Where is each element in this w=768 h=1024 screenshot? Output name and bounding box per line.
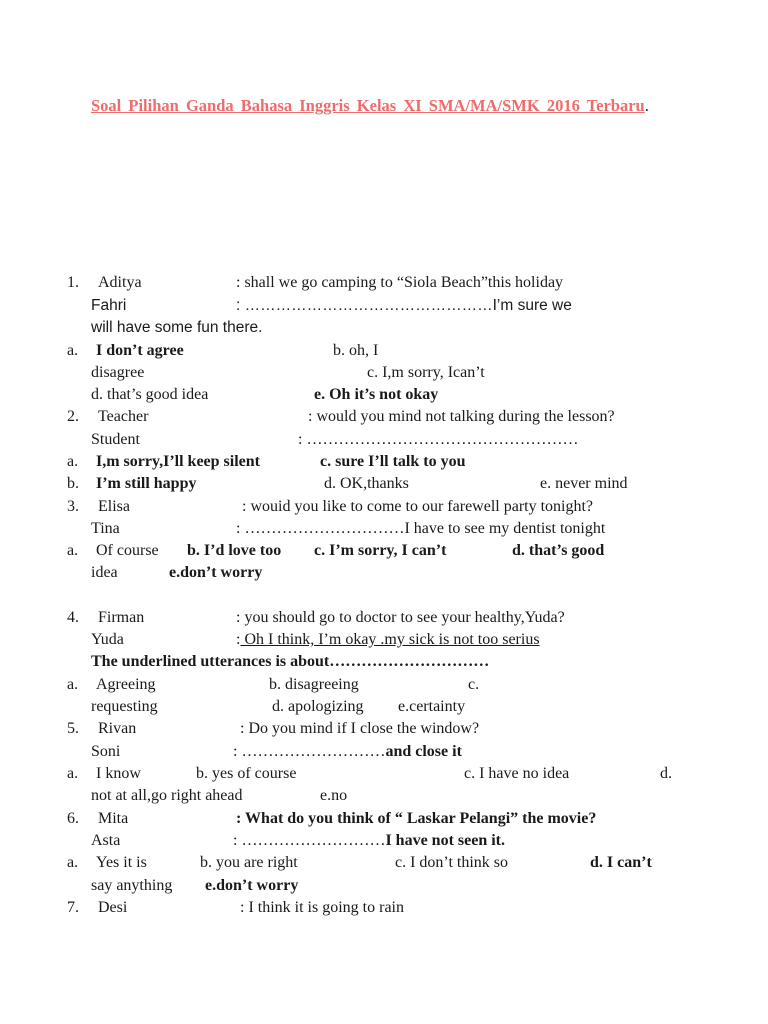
document-title[interactable] [91,95,681,116]
q4-option-e: e.certainty [398,698,466,715]
q6-speaker-1: Mita [98,810,129,827]
q1-line-3: will have some fun there. [91,319,263,336]
q4-option-a: Agreeing [96,676,156,693]
q5-number: 5. [67,720,79,737]
q7-number: 7. [67,899,79,916]
q1-number: 1. [67,274,79,291]
q4-question: The underlined utterances is about………………………… [91,653,490,670]
q2-speaker-1: Teacher [98,408,149,425]
q5-line-2 [233,741,462,763]
q5-line-1: : Do you mind if I close the window? [240,720,480,737]
q3-speaker-2: Tina [91,520,120,537]
q2-option-c: c. sure I’ll talk to you [320,453,466,470]
q2-option-a-letter: a. [67,453,79,470]
q4-number: 4. [67,609,79,626]
q6-line-2-answer: I have not seen it. [385,832,506,849]
q5-speaker-1: Rivan [98,720,137,737]
q4-option-b: b. disagreeing [269,676,359,693]
q1-option-a-letter: a. [67,342,79,359]
q7-line-1: : I think it is going to rain [240,899,404,916]
q1-line-2: : …………………………………………I’m sure we [236,297,572,314]
q5-option-c: c. I have no idea [464,765,570,782]
q4-line-2-colon: : [236,631,241,648]
q4-speaker-2: Yuda [91,631,124,648]
q1-option-c: c. I,m sorry, Ican’t [367,364,485,381]
q3-number: 3. [67,498,79,515]
title-link[interactable]: Soal Pilihan Ganda Bahasa Inggris Kelas XI SMA/MA/SMK 2016 Terbaru [91,96,645,115]
q5-option-d-cont: not at all,go right ahead [91,787,243,804]
q6-option-a: Yes it is [96,854,147,871]
q7-speaker-1: Desi [98,899,128,916]
q4-line-1: : you should go to doctor to see your healthy,Yuda? [236,609,565,626]
q5-line-2-blank: : ……………………… [233,743,386,760]
q6-line-2 [233,830,505,852]
q2-line-1: : would you mind not talking during the lesson? [308,408,615,425]
q6-number: 6. [67,810,79,827]
q4-speaker-1: Firman [98,609,145,626]
q3-option-d-cont: idea [91,564,118,581]
q5-option-e: e.no [320,787,348,804]
q6-line-1: : What do you think of “ Laskar Pelangi” the movie? [236,810,597,827]
q6-speaker-2: Asta [91,832,121,849]
q3-option-c: c. I’m sorry, I can’t [314,542,447,559]
q5-speaker-2: Soni [91,743,121,760]
q6-line-2-blank: : ……………………… [233,832,386,849]
q1-option-b-cont: disagree [91,364,145,381]
q3-option-d: d. that’s good [512,542,605,559]
q1-option-a: I don’t agree [96,342,184,359]
q4-line-2 [236,629,540,651]
q3-line-1: : wouid you like to come to our farewell party tonight? [242,498,594,515]
q2-option-b: I’m still happy [96,475,197,492]
q2-number: 2. [67,408,79,425]
q4-underlined-utterance: Oh I think, I’m okay .my sick is not too serius [240,631,540,648]
q2-line-2: : …………………………………………… [298,431,579,448]
q5-option-a: I know [96,765,141,782]
q5-option-b: b. yes of course [196,765,297,782]
q3-option-b: b. I’d love too [187,542,282,559]
q4-option-c: c. [468,676,480,693]
title-period: . [644,96,649,115]
q3-option-a-letter: a. [67,542,79,559]
q3-option-e: e.don’t worry [169,564,263,581]
q4-option-a-letter: a. [67,676,79,693]
q4-option-c-cont: requesting [91,698,158,715]
q6-option-b: b. you are right [200,854,298,871]
q3-speaker-1: Elisa [98,498,130,515]
q6-option-a-letter: a. [67,854,79,871]
q2-option-a: I,m sorry,I’ll keep silent [96,453,260,470]
q1-speaker-2: Fahri [91,297,127,314]
q6-option-d: d. I can’t [590,854,652,871]
q2-option-b-letter: b. [67,475,79,492]
q1-speaker-1: Aditya [98,274,142,291]
q2-speaker-2: Student [91,431,140,448]
q1-option-e: e. Oh it’s not okay [314,386,439,403]
q4-option-d: d. apologizing [272,698,364,715]
q5-option-a-letter: a. [67,765,79,782]
q6-option-d-cont: say anything [91,877,173,894]
q1-option-d: d. that’s good idea [91,386,209,403]
q2-option-e: e. never mind [540,475,628,492]
q6-option-e: e.don’t worry [205,877,299,894]
q1-option-b: b. oh, I [333,342,379,359]
q5-option-d: d. [660,765,672,782]
q6-option-c: c. I don’t think so [395,854,509,871]
q3-option-a: Of course [96,542,159,559]
q5-line-2-answer: and close it [385,743,462,760]
q1-line-1: : shall we go camping to “Siola Beach”this holiday [236,274,564,291]
q2-option-d: d. OK,thanks [324,475,409,492]
q3-line-2: : …………………………I have to see my dentist tonight [236,520,606,537]
